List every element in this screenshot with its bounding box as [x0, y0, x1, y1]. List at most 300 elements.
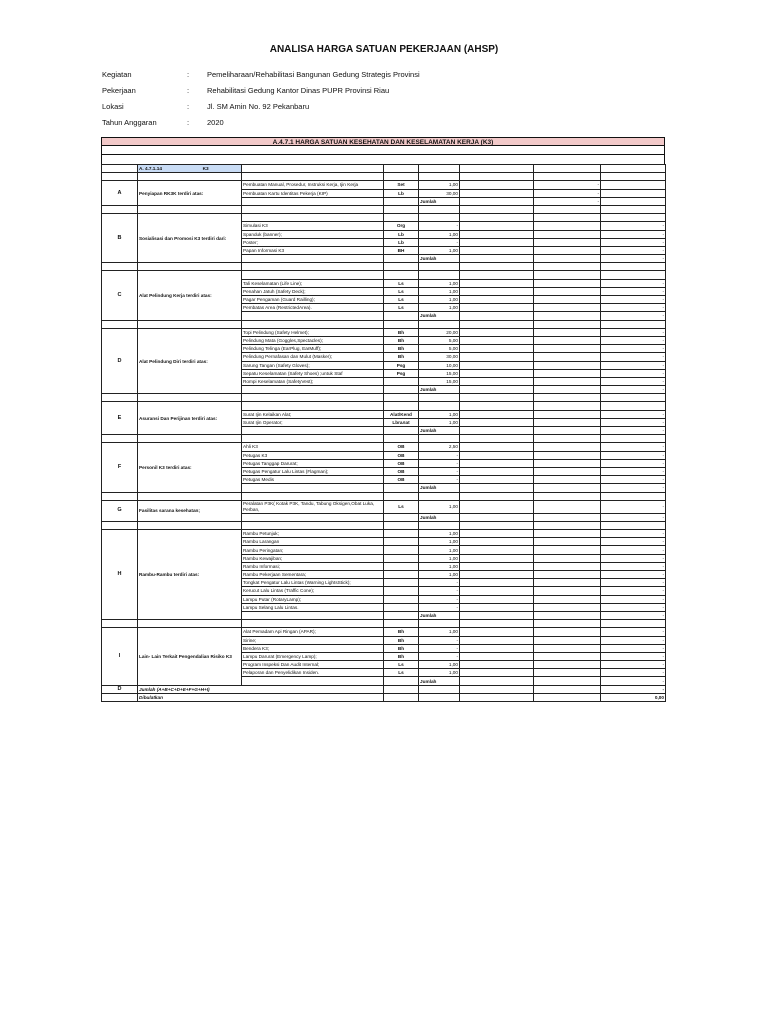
footer-label: Jumlah (A+B+C+D+E+F+G+H+I) — [138, 685, 384, 693]
spacer-row — [102, 173, 666, 181]
empty-cell — [242, 394, 384, 402]
project-info — [102, 70, 420, 134]
item-description: Pembuatan Kartu Identitas Pekerja (KIP) — [242, 189, 384, 197]
item-total: - — [601, 246, 666, 254]
item-total: - — [601, 571, 666, 579]
item-unit-price — [460, 345, 534, 353]
item-description: Spanduk (banner); — [242, 230, 384, 238]
item-volume: 1,00 — [419, 287, 460, 295]
group-letter: A — [102, 181, 138, 206]
item-volume: - — [419, 603, 460, 611]
item-price — [534, 336, 601, 344]
spacer-row — [102, 521, 666, 529]
item-volume: - — [419, 587, 460, 595]
item-volume: - — [419, 476, 460, 484]
item-description: Simulasi K3 — [242, 222, 384, 230]
meta-label: Kegiatan — [102, 70, 132, 79]
item-total: - — [601, 595, 666, 603]
empty-cell — [419, 173, 460, 181]
subtotal-price: - — [534, 197, 601, 205]
empty-cell — [601, 320, 666, 328]
item-unit-price — [460, 562, 534, 570]
item-description: Rambu Kewajiban; — [242, 554, 384, 562]
group-title: Fasilitas sarana kesehatan; — [138, 500, 242, 521]
empty-cell — [242, 611, 384, 619]
subtotal-label: Jumlah — [419, 484, 460, 492]
empty-cell — [242, 521, 384, 529]
item-description: Topi Pelindung (Safety Helmet); — [242, 328, 384, 336]
item-volume: - — [419, 644, 460, 652]
item-price — [534, 636, 601, 644]
group-title: Penyiapan RK3K terdiri atas: — [138, 181, 242, 206]
empty-cell — [419, 685, 460, 693]
item-unit-price — [460, 336, 534, 344]
item-description: Kerucut Lalu Lintas (Traffic Cone); — [242, 587, 384, 595]
empty-cell — [384, 492, 419, 500]
item-unit: OB — [384, 467, 419, 475]
item-total: - — [601, 546, 666, 554]
item-volume: 30,00 — [419, 353, 460, 361]
item-price — [534, 361, 601, 369]
table-row — [102, 328, 666, 336]
empty-cell — [138, 173, 242, 181]
group-title: Asuransi Dan Perijinan terdiri atas: — [138, 402, 242, 435]
group-letter: H — [102, 530, 138, 620]
item-unit-price — [460, 369, 534, 377]
item-description: Petugas Medis — [242, 476, 384, 484]
item-volume: 1,00 — [419, 571, 460, 579]
empty-cell — [384, 386, 419, 394]
subtotal-label: Jumlah — [419, 513, 460, 521]
spacer-row — [102, 263, 666, 271]
group-title: Sosialisasi dan Promosi K3 terdiri dari: — [138, 214, 242, 263]
item-unit-price — [460, 554, 534, 562]
spacer-row — [102, 320, 666, 328]
empty-cell — [534, 263, 601, 271]
item-unit: Ls — [384, 669, 419, 677]
group-letter: F — [102, 443, 138, 492]
empty-cell — [534, 521, 601, 529]
item-unit-price — [460, 328, 534, 336]
empty-cell — [138, 435, 242, 443]
item-description: Surat Ijin Operator; — [242, 418, 384, 426]
item-volume: 1,00 — [419, 418, 460, 426]
empty-cell — [138, 394, 242, 402]
empty-cell — [384, 255, 419, 263]
item-total: - — [601, 287, 666, 295]
meta-colon: : — [187, 86, 190, 95]
item-price — [534, 222, 601, 230]
item-description: Rambu Peringatan; — [242, 546, 384, 554]
item-unit: Alat/Kend — [384, 410, 419, 418]
empty-cell — [384, 320, 419, 328]
item-unit-price — [460, 644, 534, 652]
empty-cell — [242, 205, 384, 213]
item-volume: 1,00 — [419, 669, 460, 677]
subtotal-price — [534, 513, 601, 521]
item-unit-price — [460, 595, 534, 603]
item-total: - — [601, 451, 666, 459]
item-unit — [384, 562, 419, 570]
item-volume: 15,00 — [419, 369, 460, 377]
item-total: - — [601, 296, 666, 304]
item-description: Penahan Jatuh (Safety Deck); — [242, 287, 384, 295]
item-volume: 1,00 — [419, 500, 460, 513]
item-total: - — [601, 652, 666, 660]
item-description: Pagar Pengaman (Guard Railling); — [242, 296, 384, 304]
item-price — [534, 546, 601, 554]
item-unit: Ls — [384, 661, 419, 669]
item-unit — [384, 603, 419, 611]
item-price — [534, 443, 601, 451]
item-volume: 5,00 — [419, 345, 460, 353]
item-volume: 1,00 — [419, 628, 460, 636]
item-unit-price — [460, 410, 534, 418]
empty-cell — [460, 205, 534, 213]
footer-letter — [102, 693, 138, 701]
subtotal-price — [534, 255, 601, 263]
empty-cell — [242, 484, 384, 492]
item-description: Pelindung Telinga (EarPlug, EarMuff); — [242, 345, 384, 353]
empty-cell — [460, 263, 534, 271]
item-unit: OB — [384, 476, 419, 484]
group-letter: B — [102, 214, 138, 263]
item-volume: 1,00 — [419, 279, 460, 287]
item-price — [534, 530, 601, 538]
empty-cell — [534, 693, 601, 701]
footer-total: - — [601, 685, 666, 693]
item-volume: 1,00 — [419, 246, 460, 254]
item-price — [534, 652, 601, 660]
subtotal-total — [601, 197, 666, 205]
item-unit-price — [460, 661, 534, 669]
item-description: Tali Keselamatan (Life Line); — [242, 279, 384, 287]
item-unit: Lb — [384, 230, 419, 238]
item-description: Pelindung Pernafasan dan Mulut (Masker); — [242, 353, 384, 361]
grand-total-row — [102, 693, 666, 701]
spacer-row — [102, 492, 666, 500]
item-price: - — [534, 181, 601, 189]
item-price — [534, 238, 601, 246]
item-unit: OB — [384, 451, 419, 459]
subtotal-price — [534, 386, 601, 394]
item-volume: - — [419, 238, 460, 246]
item-description: Petugas K3 — [242, 451, 384, 459]
table-row — [102, 402, 666, 410]
item-volume: 1,00 — [419, 181, 460, 189]
empty-cell — [419, 205, 460, 213]
empty-cell — [460, 620, 534, 628]
item-volume: - — [419, 595, 460, 603]
item-unit-price — [460, 530, 534, 538]
item-total — [601, 214, 666, 222]
item-description: Bendera K3; — [242, 644, 384, 652]
item-volume — [419, 214, 460, 222]
item-total: - — [601, 418, 666, 426]
item-price — [534, 345, 601, 353]
item-unit — [384, 538, 419, 546]
section-spacer — [101, 146, 665, 155]
item-unit: Ls — [384, 296, 419, 304]
subtotal-total: - — [601, 611, 666, 619]
item-price — [534, 571, 601, 579]
empty-cell — [384, 484, 419, 492]
subtotal-total: - — [601, 255, 666, 263]
item-volume: - — [419, 451, 460, 459]
item-price — [534, 538, 601, 546]
item-unit: Org — [384, 222, 419, 230]
item-description: Rompi Keselamatan (SafetyVest); — [242, 377, 384, 385]
empty-cell — [534, 205, 601, 213]
meta-colon: : — [187, 118, 190, 127]
item-price — [534, 246, 601, 254]
item-description: Pembuatan Manual, Prosedur, Instruksi Kerja, Ijin Kerja — [242, 181, 384, 189]
meta-label: Tahun Anggaran — [102, 118, 157, 127]
item-unit: Lb — [384, 189, 419, 197]
empty-cell — [384, 205, 419, 213]
item-unit-price — [460, 571, 534, 579]
item-unit — [384, 402, 419, 410]
item-unit-price — [460, 296, 534, 304]
empty-cell — [102, 620, 138, 628]
empty-cell — [384, 513, 419, 521]
item-description: Program Inspeksi Dan Audit Internal; — [242, 661, 384, 669]
item-total: - — [601, 410, 666, 418]
empty-cell — [384, 312, 419, 320]
item-unit — [384, 271, 419, 279]
group-title: Lain- Lain Terkait Pengendalian Risiko K3 — [138, 628, 242, 685]
item-unit: Psg — [384, 361, 419, 369]
group-letter: D — [102, 328, 138, 394]
item-unit: Bh — [384, 652, 419, 660]
item-unit: Bh — [384, 628, 419, 636]
item-total: - — [601, 603, 666, 611]
item-volume: 1,00 — [419, 296, 460, 304]
subtotal-total: - — [601, 427, 666, 435]
item-price — [534, 296, 601, 304]
empty-cell — [384, 394, 419, 402]
item-price — [534, 459, 601, 467]
item-unit-price — [460, 476, 534, 484]
item-unit — [384, 530, 419, 538]
subtotal-label: Jumlah — [419, 255, 460, 263]
item-volume: 1,00 — [419, 562, 460, 570]
item-description: Petugas Pengatur Lalu Lintas (Flagman); — [242, 467, 384, 475]
item-unit-price — [460, 443, 534, 451]
item-unit-price — [460, 214, 534, 222]
empty-cell — [242, 197, 384, 205]
subtotal-total: - — [601, 513, 666, 521]
item-volume: 1,00 — [419, 304, 460, 312]
item-volume: - — [419, 636, 460, 644]
subtotal-total: - — [601, 386, 666, 394]
group-title: Alat Pelindung Kerja terdiri atas: — [138, 271, 242, 320]
item-price — [534, 500, 601, 513]
item-unit-price — [460, 467, 534, 475]
item-volume: - — [419, 459, 460, 467]
item-total: - — [601, 222, 666, 230]
item-unit-price — [460, 587, 534, 595]
item-price — [534, 644, 601, 652]
empty-cell — [242, 263, 384, 271]
empty-cell — [138, 521, 242, 529]
subtotal-price — [534, 677, 601, 685]
item-description: Surat Ijin Kelaikan Alat; — [242, 410, 384, 418]
item-unit-price — [460, 377, 534, 385]
table-row — [102, 530, 666, 538]
subtotal-price — [534, 611, 601, 619]
section-spacer — [101, 155, 665, 164]
item-price — [534, 410, 601, 418]
empty-cell — [102, 263, 138, 271]
item-unit — [384, 377, 419, 385]
item-unit: Bh — [384, 644, 419, 652]
item-unit-price — [460, 636, 534, 644]
item-description: Rambu Larangan — [242, 538, 384, 546]
empty-cell — [601, 620, 666, 628]
empty-cell — [102, 435, 138, 443]
empty-cell — [460, 386, 534, 394]
empty-cell — [242, 427, 384, 435]
empty-cell — [242, 620, 384, 628]
table-row — [102, 628, 666, 636]
meta-value: 2020 — [207, 118, 224, 127]
item-price — [534, 402, 601, 410]
item-unit: Bh — [384, 636, 419, 644]
item-total: - — [601, 628, 666, 636]
item-price — [534, 304, 601, 312]
item-price — [534, 628, 601, 636]
empty-cell — [601, 435, 666, 443]
item-volume: 15,00 — [419, 377, 460, 385]
item-price — [534, 595, 601, 603]
item-volume: - — [419, 467, 460, 475]
empty-cell — [460, 320, 534, 328]
item-unit — [384, 546, 419, 554]
item-price — [534, 353, 601, 361]
table-header-row — [102, 165, 666, 173]
item-total: - — [601, 345, 666, 353]
item-total: - — [601, 669, 666, 677]
item-unit-price — [460, 628, 534, 636]
item-volume: 2,50 — [419, 443, 460, 451]
empty-cell — [102, 394, 138, 402]
empty-cell — [460, 685, 534, 693]
empty-cell — [102, 173, 138, 181]
empty-cell — [384, 677, 419, 685]
meta-value: Pemeliharaan/Rehabilitasi Bangunan Gedung Strategis Provinsi — [207, 70, 420, 79]
subtotal-label: Jumlah — [419, 677, 460, 685]
item-volume: - — [419, 222, 460, 230]
item-volume: 1,00 — [419, 554, 460, 562]
item-unit-price — [460, 546, 534, 554]
empty-cell — [384, 620, 419, 628]
item-total: - — [601, 476, 666, 484]
item-total: - — [601, 328, 666, 336]
grand-total-row — [102, 685, 666, 693]
subtotal-price — [534, 484, 601, 492]
item-total: - — [601, 336, 666, 344]
item-unit-price — [460, 538, 534, 546]
empty-cell — [419, 693, 460, 701]
item-price — [534, 579, 601, 587]
item-unit-price — [460, 603, 534, 611]
empty-cell — [138, 620, 242, 628]
meta-value: Rehabilitasi Gedung Kantor Dinas PUPR Provinsi Riau — [207, 86, 390, 95]
page-title: ANALISA HARGA SATUAN PEKERJAAN (AHSP) — [269, 44, 499, 55]
item-total: - — [601, 369, 666, 377]
item-description: Lampu Darurat (Emergency Lamp); — [242, 652, 384, 660]
item-total: - — [601, 467, 666, 475]
item-total — [601, 189, 666, 197]
empty-cell — [242, 320, 384, 328]
item-price — [534, 279, 601, 287]
item-volume: 5,00 — [419, 336, 460, 344]
item-total: - — [601, 230, 666, 238]
empty-cell — [460, 513, 534, 521]
item-description: Peralatan P3K( Kotak P3K, Tandu, Tabung Oksigen,Obat Luka, Perban, — [242, 500, 384, 513]
item-unit-price — [460, 652, 534, 660]
item-unit-price — [460, 271, 534, 279]
empty-cell — [384, 427, 419, 435]
item-unit — [384, 214, 419, 222]
item-price — [534, 214, 601, 222]
item-unit: Set — [384, 181, 419, 189]
empty-cell — [460, 693, 534, 701]
item-unit: Psg — [384, 369, 419, 377]
empty-cell — [384, 263, 419, 271]
item-unit: Lb — [384, 238, 419, 246]
empty-cell — [419, 263, 460, 271]
item-total: - — [601, 530, 666, 538]
empty-cell — [138, 320, 242, 328]
table-row — [102, 443, 666, 451]
item-volume: 1,00 — [419, 538, 460, 546]
empty-cell — [138, 205, 242, 213]
empty-cell — [601, 394, 666, 402]
item-description — [242, 271, 384, 279]
empty-cell — [384, 611, 419, 619]
item-total: - — [601, 554, 666, 562]
item-total: - — [601, 500, 666, 513]
item-price — [534, 418, 601, 426]
item-description: Rambu Pekerjaan Sementara; — [242, 571, 384, 579]
item-unit — [384, 595, 419, 603]
empty-cell — [102, 521, 138, 529]
empty-cell — [460, 521, 534, 529]
meta-label: Pekerjaan — [102, 86, 136, 95]
item-unit-price — [460, 287, 534, 295]
empty-cell — [242, 435, 384, 443]
item-volume — [419, 402, 460, 410]
item-total: - — [601, 377, 666, 385]
item-total: - — [601, 644, 666, 652]
empty-cell — [419, 435, 460, 443]
empty-cell — [242, 173, 384, 181]
empty-cell — [419, 492, 460, 500]
empty-cell — [384, 435, 419, 443]
subtotal-total: - — [601, 484, 666, 492]
footer-total: 0,00 — [601, 693, 666, 701]
item-price — [534, 369, 601, 377]
item-unit-price — [460, 246, 534, 254]
group-letter: E — [102, 402, 138, 435]
item-total: - — [601, 587, 666, 595]
empty-cell — [601, 173, 666, 181]
empty-cell — [242, 513, 384, 521]
empty-cell — [601, 263, 666, 271]
subtotal-label: Jumlah — [419, 197, 460, 205]
